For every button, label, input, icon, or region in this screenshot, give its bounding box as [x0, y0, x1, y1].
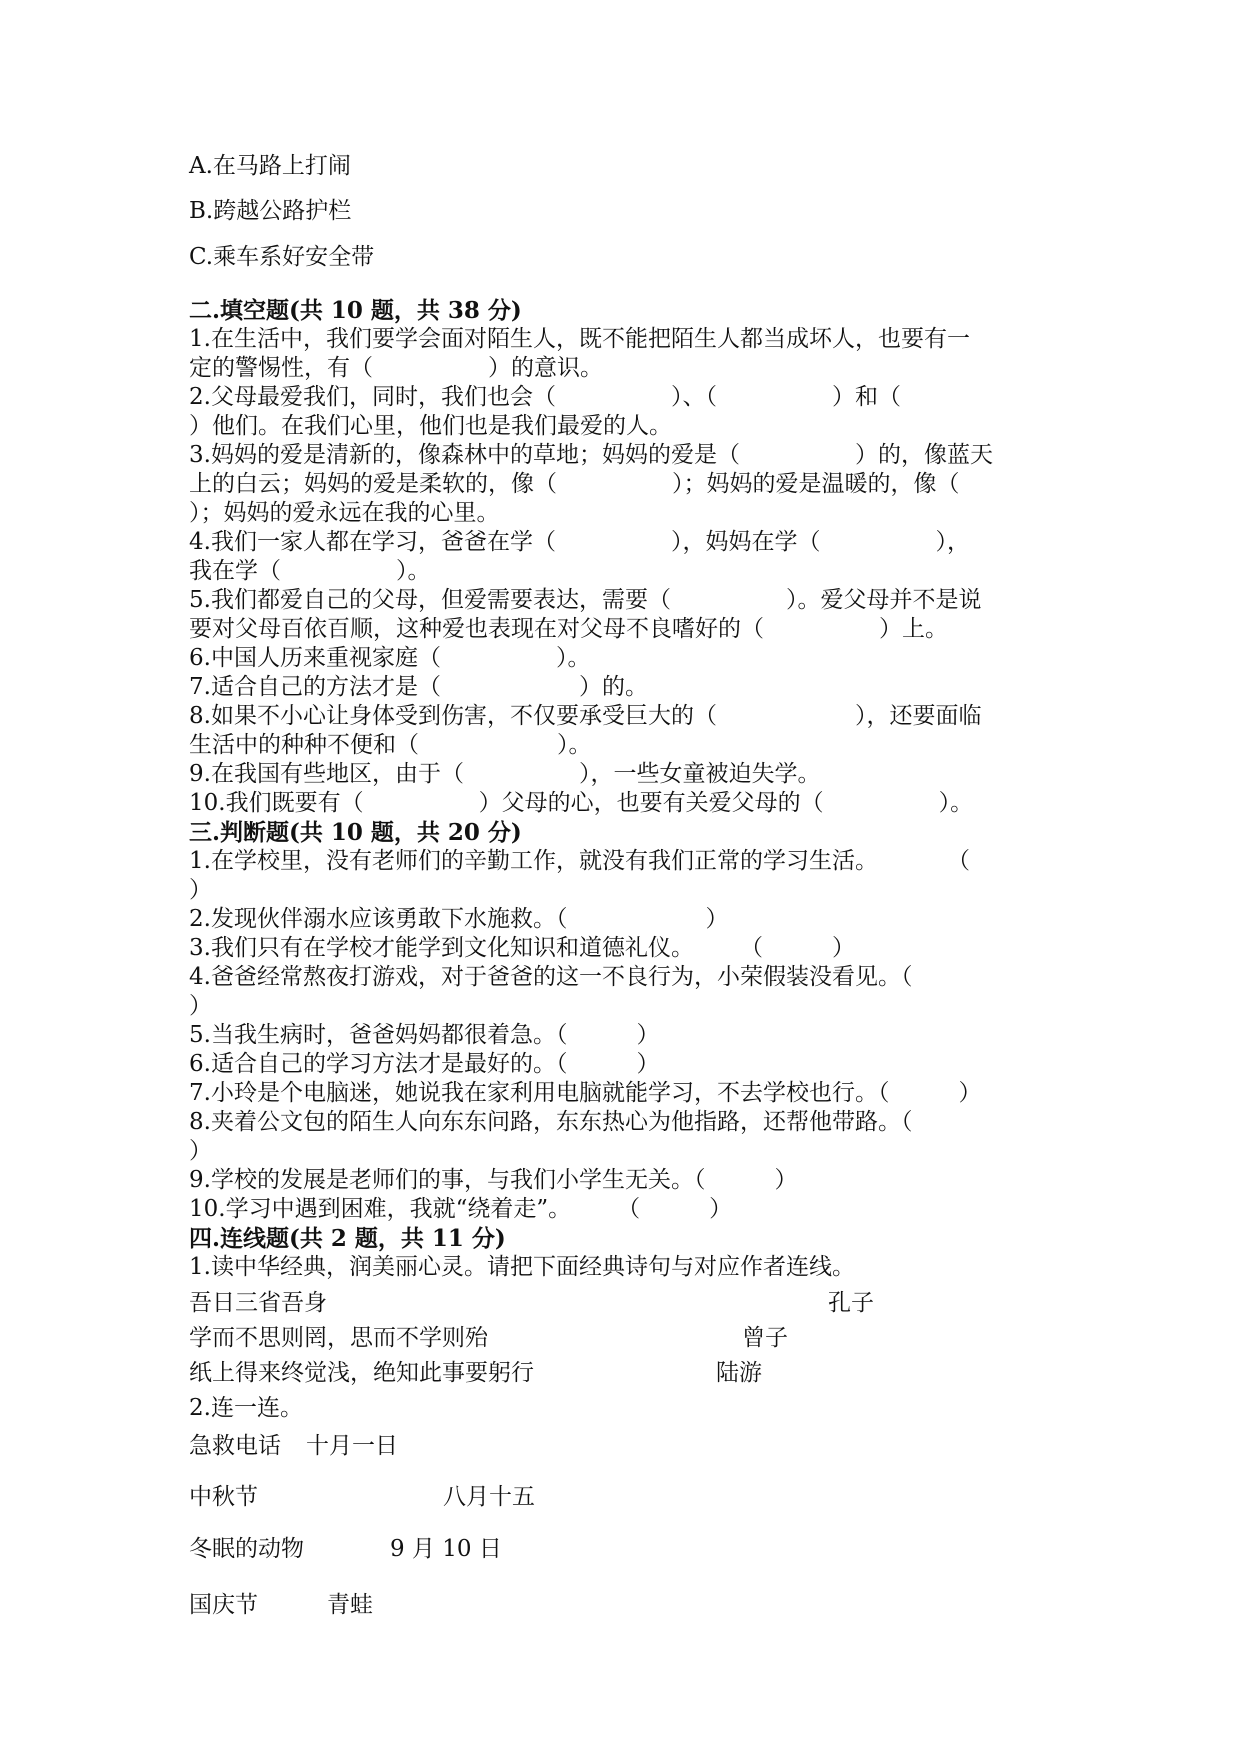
- match-left-item: 急救电话: [189, 1433, 281, 1459]
- question-line: 3.我们只有在学校才能学到文化知识和道德礼仪。 （ ）: [189, 935, 855, 961]
- match-right-item: 曾子: [742, 1325, 788, 1351]
- question-line: 3.妈妈的爱是清新的，像森林中的草地；妈妈的爱是（ ）的，像蓝天: [189, 442, 993, 468]
- question-line: 8.夹着公文包的陌生人向东东问路，东东热心为他指路，还帮他带路。（: [189, 1109, 913, 1135]
- question-line: ）: [189, 1138, 212, 1164]
- match-left-item: 纸上得来终觉浅，绝知此事要躬行: [189, 1360, 534, 1386]
- question-line: 我在学（ ）。: [189, 558, 431, 584]
- option-b: B.跨越公路护栏: [189, 198, 352, 224]
- question-line: 10.我们既要有（ ）父母的心，也要有关爱父母的（ ）。: [189, 790, 974, 816]
- question-line: 要对父母百依百顺，这种爱也表现在对父母不良嗜好的（ ）上。: [189, 616, 948, 642]
- match-right-item: 陆游: [716, 1360, 762, 1386]
- option-a: A.在马路上打闹: [189, 153, 351, 179]
- question-line: 1.在学校里，没有老师们的辛勤工作，就没有我们正常的学习生活。 （: [189, 848, 970, 874]
- match-left-item: 学而不思则罔，思而不学则殆: [189, 1325, 488, 1351]
- option-c: C.乘车系好安全带: [189, 244, 375, 270]
- section-heading: 三.判断题(共 10 题，共 20 分): [189, 819, 522, 846]
- question-line: ）他们。在我们心里，他们也是我们最爱的人。: [189, 413, 672, 439]
- match-left-item: 吾日三省吾身: [189, 1290, 327, 1316]
- question-line: ）: [189, 877, 212, 903]
- question-line: 5.当我生病时，爸爸妈妈都很着急。（ ）: [189, 1022, 660, 1048]
- question-line: 6.适合自己的学习方法才是最好的。（ ）: [189, 1051, 660, 1077]
- question-line: 4.我们一家人都在学习，爸爸在学（ ），妈妈在学（ ），: [189, 529, 970, 555]
- question-line: 2.发现伙伴溺水应该勇敢下水施救。（ ）: [189, 906, 729, 932]
- question-line: 2.连一连。: [189, 1395, 303, 1421]
- question-line: 9.在我国有些地区，由于（ ），一些女童被迫失学。: [189, 761, 821, 787]
- match-left-item: 中秋节: [189, 1484, 258, 1510]
- question-line: 9.学校的发展是老师们的事，与我们小学生无关。（ ）: [189, 1167, 798, 1193]
- section-heading: 四.连线题(共 2 题，共 11 分): [189, 1225, 506, 1252]
- match-right-item: 9 月 10 日: [390, 1536, 502, 1562]
- match-right-item: 青蛙: [327, 1592, 373, 1618]
- question-line: 6.中国人历来重视家庭（ ）。: [189, 645, 591, 671]
- question-line: 1.在生活中，我们要学会面对陌生人，既不能把陌生人都当成坏人，也要有一: [189, 326, 970, 352]
- question-line: 10.学习中遇到困难，我就“绕着走”。 （ ）: [189, 1196, 733, 1222]
- question-line: 定的警惕性，有（ ）的意识。: [189, 355, 603, 381]
- match-right-item: 八月十五: [443, 1484, 535, 1510]
- question-line: 1.读中华经典，润美丽心灵。请把下面经典诗句与对应作者连线。: [189, 1254, 855, 1280]
- question-line: 7.小玲是个电脑迷，她说我在家利用电脑就能学习，不去学校也行。（ ）: [189, 1080, 982, 1106]
- match-left-item: 国庆节: [189, 1592, 258, 1618]
- question-line: 4.爸爸经常熬夜打游戏，对于爸爸的这一不良行为，小荣假装没看见。（: [189, 964, 913, 990]
- question-line: 上的白云；妈妈的爱是柔软的，像（ ）；妈妈的爱是温暖的，像（: [189, 471, 960, 497]
- question-line: 生活中的种种不便和（ ）。: [189, 732, 592, 758]
- question-line: 5.我们都爱自己的父母，但爱需要表达，需要（ ）。爱父母并不是说: [189, 587, 982, 613]
- question-line: 2.父母最爱我们，同时，我们也会（ ）、（ ）和（: [189, 384, 901, 410]
- match-left-item: 冬眠的动物: [189, 1536, 304, 1562]
- question-line: ）: [189, 993, 212, 1019]
- question-line: 8.如果不小心让身体受到伤害，不仅要承受巨大的（ ），还要面临: [189, 703, 982, 729]
- match-right-item: 孔子: [828, 1290, 874, 1316]
- question-line: 7.适合自己的方法才是（ ）的。: [189, 674, 648, 700]
- match-right-item: 十月一日: [306, 1433, 398, 1459]
- section-heading: 二.填空题(共 10 题，共 38 分): [189, 297, 522, 324]
- question-line: ）；妈妈的爱永远在我的心里。: [189, 500, 500, 526]
